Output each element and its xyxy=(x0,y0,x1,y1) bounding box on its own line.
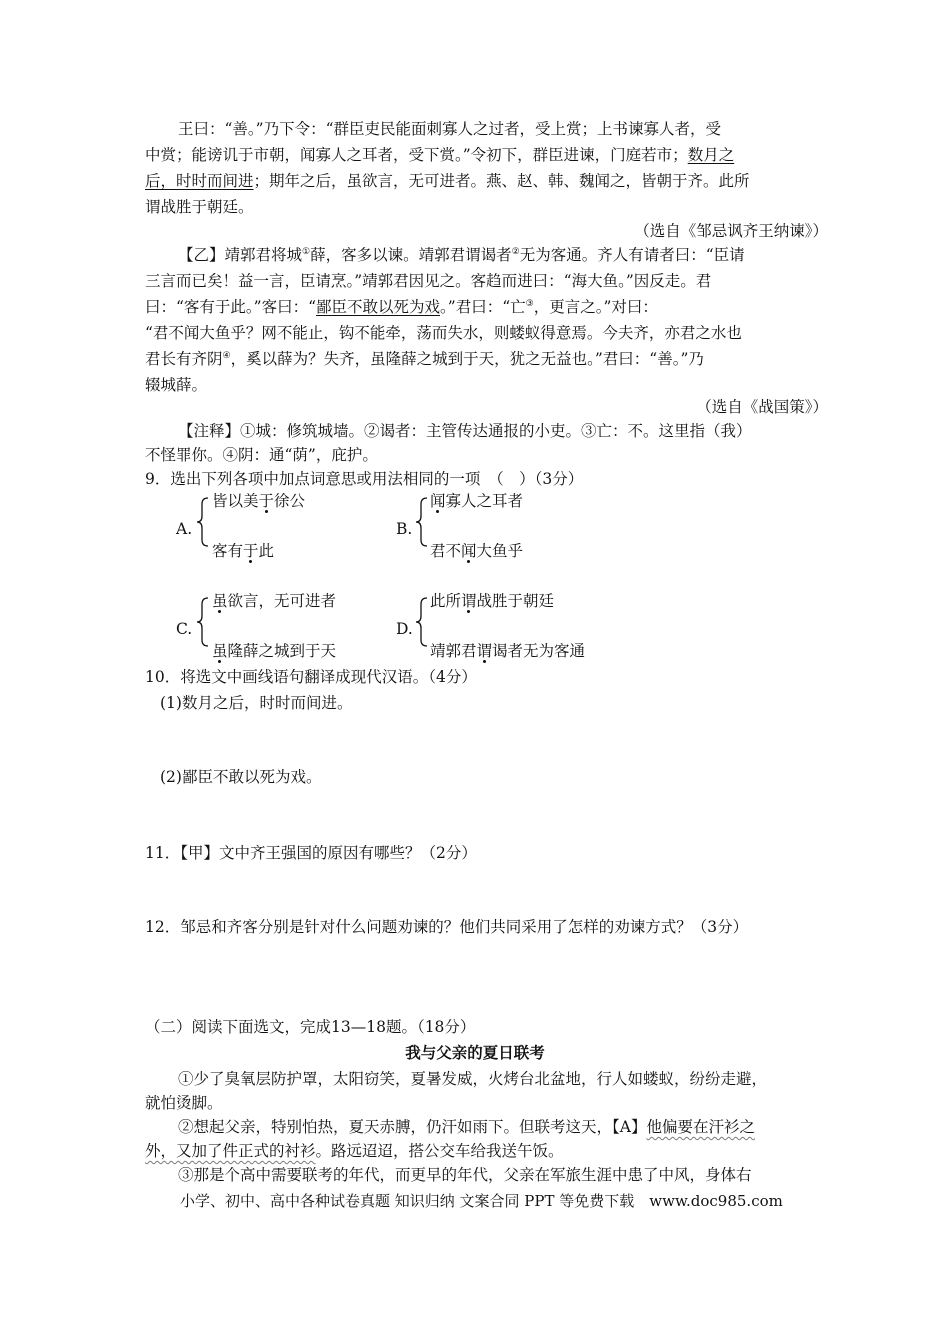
yi-line-5-a: 君长有齐阴 xyxy=(145,350,223,368)
jia-line-3-text: ；期年之后，虽欲言，无可进者。燕、赵、韩、魏闻之，皆朝于齐。此所 xyxy=(253,172,750,190)
option-b-brace xyxy=(413,496,431,548)
option-b-line-1 xyxy=(430,490,523,512)
option-b-label: B. xyxy=(396,520,413,538)
option-a-2-pre: 客有 xyxy=(212,542,244,560)
jia-line-3 xyxy=(145,168,750,194)
yi-line-1-c: 无为客通。齐人有请者曰：“臣请 xyxy=(519,246,745,264)
para-2-line-1 xyxy=(178,1114,755,1140)
yi-line-1 xyxy=(178,242,745,268)
option-d-line-2 xyxy=(430,640,585,662)
option-d-2-dotted-word: 谓 xyxy=(476,642,493,660)
option-a-1-post: 徐公 xyxy=(274,492,306,510)
option-b-line-2 xyxy=(430,540,523,562)
option-c-line-1 xyxy=(212,590,336,612)
option-c-2-post: 隆薛之城到于天 xyxy=(227,642,337,660)
para-3-line-1: ③那是个高中需要联考的年代，而更早的年代，父亲在军旅生涯中患了中风，身体右 xyxy=(178,1166,752,1184)
option-b-2-post: 大鱼乎 xyxy=(476,542,524,560)
note-marker-4: ④ xyxy=(222,350,231,361)
option-a-1-dotted-word: 于 xyxy=(258,492,275,510)
option-b-2-pre: 君不 xyxy=(430,542,462,560)
para-2-line-1-text: ②想起父亲，特别怕热，夏天赤膊，仍汗如雨下。但联考这天，【A】 xyxy=(178,1118,647,1136)
option-a-line-2 xyxy=(212,540,274,562)
question-12: 12．邹忌和齐客分别是针对什么问题劝谏的？他们共同采用了怎样的劝谏方式？（3分） xyxy=(145,918,749,936)
yi-line-4: “君不闻大鱼乎？网不能止，钩不能牵，荡而失水，则蝼蚁得意焉。今夫齐，亦君之水也 xyxy=(145,324,742,342)
wavy-sentence-a-2: 外，又加了件正式的衬衫 xyxy=(145,1142,316,1160)
notes-line-2: 不怪罪你。④阴：通“荫”，庇护。 xyxy=(145,446,378,464)
underlined-sentence-1a: 数月之 xyxy=(687,146,735,164)
option-a-line-1 xyxy=(212,490,305,512)
yi-line-5-b: ，奚以薛为？失齐，虽隆薛之城到于天，犹之无益也。”君曰：“善。”乃 xyxy=(230,350,704,368)
option-c-1-post: 欲言，无可进者 xyxy=(227,592,337,610)
jia-line-1: 王曰：“善。”乃下令：“群臣吏民能面刺寡人之过者，受上赏；上书谏寡人者，受 xyxy=(178,120,722,138)
question-10-sub-2: (2)鄙臣不敢以死为戏。 xyxy=(160,768,322,786)
option-b-1-dotted-word: 闻 xyxy=(430,492,446,510)
option-c-1-dotted-word: 虽 xyxy=(212,592,228,610)
question-11: 11．【甲】文中齐王强国的原因有哪些？（2分） xyxy=(145,844,477,862)
option-d-line-1 xyxy=(430,590,554,612)
option-c-line-2 xyxy=(212,640,336,662)
question-9-stem: 9．选出下列各项中加点词意思或用法相同的一项 （ ）（3分） xyxy=(145,470,584,488)
option-b-2-dotted-word: 闻 xyxy=(461,542,477,560)
option-d-2-post: 谒者无为客通 xyxy=(492,642,586,660)
jia-line-2 xyxy=(145,142,734,168)
jia-source: （选自《邹忌讽齐王纳谏》） xyxy=(634,222,828,240)
option-a-1-pre: 皆以美 xyxy=(212,492,259,510)
para-2-line-2-text: 。路远迢迢，搭公交车给我送午饭。 xyxy=(315,1142,564,1160)
notes-line-1: 【注释】①城：修筑城墙。②谒者：主管传达通报的小吏。③亡：不。这里指（我） xyxy=(178,422,752,440)
yi-source: （选自《战国策》） xyxy=(696,398,828,416)
para-2-line-2 xyxy=(145,1138,564,1164)
note-marker-1: ① xyxy=(302,246,311,257)
option-d-1-pre: 此所 xyxy=(430,592,462,610)
question-10-sub-1: (1)数月之后，时时而间进。 xyxy=(160,694,353,712)
yi-line-1-b: 薛，客多以谏。靖郭君谓谒者 xyxy=(310,246,512,264)
option-d-brace xyxy=(413,596,431,648)
yi-line-3 xyxy=(145,294,658,320)
option-c-2-dotted-word: 虽 xyxy=(212,642,228,660)
footer-watermark-text: 小学、初中、高中各种试卷真题 知识归纳 文案合同 PPT 等免费下载 www.doc985.com xyxy=(180,1192,783,1210)
yi-line-1-a: 【乙】靖郭君将城 xyxy=(178,246,303,264)
yi-line-3-c: 。”君曰：“亡 xyxy=(440,298,526,316)
option-c-label: C. xyxy=(176,620,193,638)
underlined-sentence-2: 鄙臣不敢以死为戏 xyxy=(316,298,441,316)
section-2-intro: （二）阅读下面选文，完成13—18题。（18分） xyxy=(145,1018,476,1036)
wavy-sentence-a-1: 他偏要在汗衫之 xyxy=(646,1118,755,1136)
yi-line-6: 辍城薛。 xyxy=(145,376,208,394)
note-marker-3: ③ xyxy=(525,298,534,309)
option-b-1-post: 寡人之耳者 xyxy=(445,492,524,510)
option-d-1-dotted-word: 谓 xyxy=(461,592,477,610)
yi-line-3-d: ，更言之。”对曰： xyxy=(533,298,658,316)
question-10-stem: 10．将选文中画线语句翻译成现代汉语。（4分） xyxy=(145,668,477,686)
yi-line-2: 三言而已矣！益一言，臣请烹。”靖郭君因见之。客趋而进曰：“海大鱼。”因反走。君 xyxy=(145,272,712,290)
option-c-brace xyxy=(194,596,212,648)
option-a-brace xyxy=(194,496,212,548)
jia-line-4: 谓战胜于朝廷。 xyxy=(145,198,254,216)
option-a-2-post: 此 xyxy=(258,542,275,560)
option-a-label: A. xyxy=(176,520,193,538)
option-d-1-post: 战胜于朝廷 xyxy=(476,592,555,610)
yi-line-5 xyxy=(145,346,704,372)
underlined-sentence-1b: 后，时时而间进 xyxy=(145,172,254,190)
option-d-label: D. xyxy=(396,620,413,638)
option-d-2-pre: 靖郭君 xyxy=(430,642,477,660)
jia-line-2-text: 中赏；能谤讥于市朝，闻寡人之耳者，受下赏。”令初下，群臣进谏，门庭若市； xyxy=(145,146,688,164)
para-1-line-1: ①少了臭氧层防护罩，太阳窃笑，夏暑发威，火烤台北盆地，行人如蝼蚁，纷纷走避， xyxy=(178,1070,768,1088)
yi-line-3-a: 曰：“客有于此。”客曰：“ xyxy=(145,298,317,316)
para-1-line-2: 就怕烫脚。 xyxy=(145,1094,223,1112)
option-a-2-dotted-word: 于 xyxy=(243,542,259,560)
article-title: 我与父亲的夏日联考 xyxy=(405,1044,545,1062)
note-marker-2: ② xyxy=(511,246,520,257)
